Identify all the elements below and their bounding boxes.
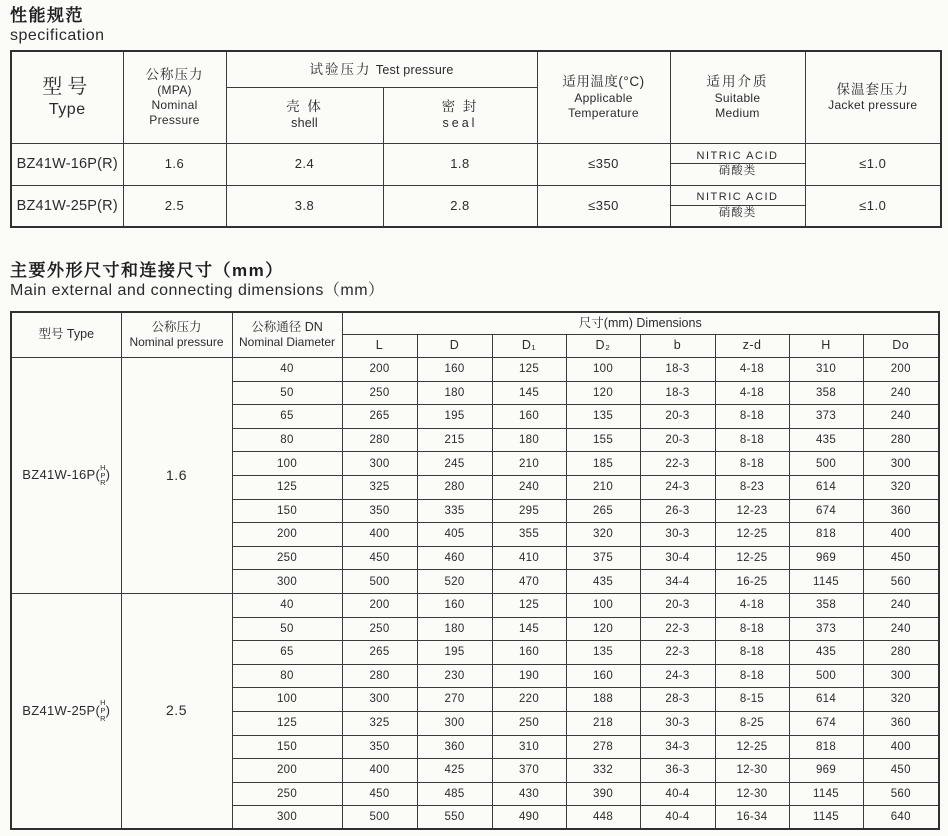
- dims-dn-cell: 65: [232, 641, 342, 665]
- dims-value-cell: 4-18: [715, 358, 789, 382]
- dims-value-cell: 280: [342, 428, 417, 452]
- dims-header-dimensions-group: 尺寸(mm) Dimensions: [342, 312, 939, 335]
- spec-cell-type: BZ41W-16P(R): [11, 143, 123, 185]
- dims-value-cell: 674: [789, 711, 863, 735]
- dims-value-cell: 278: [566, 735, 640, 759]
- dims-value-cell: 8-18: [715, 452, 789, 476]
- dims-value-cell: 240: [863, 405, 939, 429]
- dims-value-cell: 270: [417, 688, 492, 712]
- spec-header-temp-en2: Temperature: [568, 105, 639, 120]
- dims-value-cell: 210: [492, 452, 566, 476]
- dims-value-cell: 969: [789, 546, 863, 570]
- spec-header-temp-zh: 适用温度(°C): [562, 74, 645, 90]
- dims-value-cell: 240: [492, 476, 566, 500]
- dims-value-cell: 215: [417, 428, 492, 452]
- dims-value-cell: 22-3: [640, 617, 715, 641]
- dims-header-col-Do: Do: [863, 335, 939, 358]
- spec-header-np-unit: (MPA): [157, 83, 192, 98]
- spec-header-medium: [670, 51, 805, 143]
- dims-value-cell: 435: [789, 641, 863, 665]
- dims-value-cell: 26-3: [640, 499, 715, 523]
- dims-value-cell: 265: [342, 641, 417, 665]
- spec-header-seal: [383, 87, 537, 143]
- spec-header-medium-en1: Suitable: [714, 90, 761, 105]
- dims-value-cell: 818: [789, 523, 863, 547]
- dims-value-cell: 435: [566, 570, 640, 594]
- spec-header-np-zh: 公称压力: [145, 66, 204, 82]
- dims-value-cell: 34-4: [640, 570, 715, 594]
- dims-value-cell: 350: [342, 735, 417, 759]
- dims-value-cell: 320: [863, 476, 939, 500]
- spec-header-type-zh: 型号: [42, 76, 93, 99]
- dims-value-cell: 373: [789, 405, 863, 429]
- dims-value-cell: 818: [789, 735, 863, 759]
- spec-header-jacket: [805, 51, 941, 143]
- dims-header-col-H: H: [789, 335, 863, 358]
- dims-value-cell: 188: [566, 688, 640, 712]
- dims-value-cell: 135: [566, 641, 640, 665]
- dims-value-cell: 8-25: [715, 711, 789, 735]
- dims-dn-cell: 50: [232, 381, 342, 405]
- dims-value-cell: 120: [566, 617, 640, 641]
- dims-value-cell: 265: [566, 499, 640, 523]
- spec-header-type: [11, 51, 123, 143]
- dims-value-cell: 4-18: [715, 594, 789, 618]
- dims-dn-cell: 200: [232, 759, 342, 783]
- spec-cell-jacket: ≤1.0: [805, 143, 941, 185]
- dims-dn-cell: 100: [232, 452, 342, 476]
- dims-header-dn-zh: 公称通径 DN: [251, 319, 323, 334]
- dims-value-cell: 135: [566, 405, 640, 429]
- dims-value-cell: 160: [492, 405, 566, 429]
- dims-row: [11, 594, 939, 618]
- dims-dn-cell: 40: [232, 594, 342, 618]
- dims-header-dn: [232, 312, 342, 358]
- spec-header-test-en: Test pressure: [375, 62, 454, 77]
- dims-value-cell: 34-3: [640, 735, 715, 759]
- dims-value-cell: 448: [566, 806, 640, 830]
- dims-header-row-1: [11, 312, 939, 335]
- dims-value-cell: 195: [417, 641, 492, 665]
- dims-row: [11, 358, 939, 382]
- dims-value-cell: 180: [417, 381, 492, 405]
- dims-value-cell: 360: [417, 735, 492, 759]
- dims-value-cell: 430: [492, 782, 566, 806]
- dims-value-cell: 240: [863, 381, 939, 405]
- dims-value-cell: 560: [863, 570, 939, 594]
- spec-header-seal-en: seal: [442, 115, 478, 130]
- dims-value-cell: 485: [417, 782, 492, 806]
- dims-value-cell: 218: [566, 711, 640, 735]
- dims-value-cell: 24-3: [640, 664, 715, 688]
- dims-value-cell: 450: [342, 546, 417, 570]
- dims-header-dn-en: Nominal Diameter: [238, 335, 336, 350]
- dims-value-cell: 8-18: [715, 641, 789, 665]
- section2-title: [10, 262, 948, 299]
- dims-value-cell: 16-34: [715, 806, 789, 830]
- dims-value-cell: 240: [863, 617, 939, 641]
- dims-value-cell: 8-18: [715, 428, 789, 452]
- dims-value-cell: 12-25: [715, 735, 789, 759]
- dims-value-cell: 370: [492, 759, 566, 783]
- dims-header-np-en: Nominal pressure: [129, 335, 224, 350]
- dims-value-cell: 30-3: [640, 523, 715, 547]
- dims-dn-cell: 125: [232, 476, 342, 500]
- spec-header-jacket-zh: 保温套压力: [836, 81, 909, 97]
- dims-dn-cell: 150: [232, 499, 342, 523]
- dims-value-cell: 358: [789, 381, 863, 405]
- dims-value-cell: 490: [492, 806, 566, 830]
- spec-table: [10, 50, 942, 228]
- dims-value-cell: 120: [566, 381, 640, 405]
- spec-header-test-pressure: [226, 51, 537, 87]
- dims-value-cell: 195: [417, 405, 492, 429]
- dims-value-cell: 180: [492, 428, 566, 452]
- spec-header-seal-zh: 密 封: [441, 99, 479, 115]
- spec-header-nominal-pressure: [123, 51, 226, 143]
- dims-value-cell: 125: [492, 594, 566, 618]
- spec-cell-medium: [670, 185, 805, 227]
- dims-value-cell: 400: [342, 523, 417, 547]
- dims-value-cell: 155: [566, 428, 640, 452]
- dims-value-cell: 614: [789, 688, 863, 712]
- dims-value-cell: 8-18: [715, 664, 789, 688]
- dims-value-cell: 22-3: [640, 452, 715, 476]
- dims-value-cell: 500: [342, 806, 417, 830]
- dims-value-cell: 969: [789, 759, 863, 783]
- dims-value-cell: 500: [789, 452, 863, 476]
- dims-value-cell: 375: [566, 546, 640, 570]
- dims-dn-cell: 250: [232, 546, 342, 570]
- dims-value-cell: 335: [417, 499, 492, 523]
- dims-value-cell: 550: [417, 806, 492, 830]
- spec-header-temp-en1: Applicable: [574, 90, 633, 105]
- dims-value-cell: 240: [863, 594, 939, 618]
- spec-header-shell-zh: 壳 体: [286, 99, 323, 115]
- dims-value-cell: 400: [342, 759, 417, 783]
- spec-cell-temp: ≤350: [537, 143, 670, 185]
- dims-value-cell: 18-3: [640, 358, 715, 382]
- dimensions-table: [10, 311, 940, 831]
- dims-value-cell: 674: [789, 499, 863, 523]
- dims-value-cell: 360: [863, 711, 939, 735]
- dims-value-cell: 40-4: [640, 806, 715, 830]
- dims-value-cell: 12-25: [715, 523, 789, 547]
- dims-value-cell: 320: [566, 523, 640, 547]
- dims-value-cell: 350: [342, 499, 417, 523]
- dims-value-cell: 450: [342, 782, 417, 806]
- dims-value-cell: 1145: [789, 782, 863, 806]
- dims-value-cell: 160: [417, 358, 492, 382]
- dims-dn-cell: 300: [232, 570, 342, 594]
- dims-value-cell: 400: [863, 735, 939, 759]
- dims-value-cell: 145: [492, 617, 566, 641]
- section1-title: [10, 0, 948, 44]
- spec-cell-seal: 2.8: [383, 185, 537, 227]
- dims-dn-cell: 80: [232, 664, 342, 688]
- spec-cell-medium-en: NITRIC ACID: [671, 150, 805, 165]
- dims-value-cell: 450: [863, 546, 939, 570]
- dims-value-cell: 280: [417, 476, 492, 500]
- dims-dn-cell: 50: [232, 617, 342, 641]
- dims-value-cell: 160: [417, 594, 492, 618]
- spec-cell-np: 2.5: [123, 185, 226, 227]
- dims-value-cell: 200: [342, 358, 417, 382]
- spec-header-jacket-en: Jacket pressure: [828, 98, 918, 113]
- dims-dn-cell: 65: [232, 405, 342, 429]
- dims-value-cell: 40-4: [640, 782, 715, 806]
- spec-cell-temp: ≤350: [537, 185, 670, 227]
- dims-nominal-pressure-cell: 2.5: [121, 594, 232, 830]
- dims-nominal-pressure-cell: 1.6: [121, 358, 232, 594]
- dims-value-cell: 400: [863, 523, 939, 547]
- spec-cell-shell: 2.4: [226, 143, 383, 185]
- dims-value-cell: 614: [789, 476, 863, 500]
- dims-dn-cell: 150: [232, 735, 342, 759]
- dims-header-col-b: b: [640, 335, 715, 358]
- spec-header-np-en1: Nominal: [151, 98, 198, 113]
- dims-value-cell: 200: [342, 594, 417, 618]
- dims-value-cell: 332: [566, 759, 640, 783]
- dims-value-cell: 300: [417, 711, 492, 735]
- dims-header-col-D: D: [417, 335, 492, 358]
- spec-cell-type: BZ41W-25P(R): [11, 185, 123, 227]
- dims-value-cell: 295: [492, 499, 566, 523]
- dims-value-cell: 245: [417, 452, 492, 476]
- dims-value-cell: 250: [492, 711, 566, 735]
- dims-value-cell: 300: [863, 452, 939, 476]
- dims-type-cell: BZ41W-25P( H P R ): [11, 594, 121, 830]
- dims-dn-cell: 100: [232, 688, 342, 712]
- spec-cell-medium-zh: 硝酸类: [718, 165, 757, 178]
- spec-cell-jacket: ≤1.0: [805, 185, 941, 227]
- dims-value-cell: 640: [863, 806, 939, 830]
- dims-header-col-D2: D₂: [566, 335, 640, 358]
- section1-title-en: specification: [10, 26, 105, 44]
- dims-tbody: [11, 358, 939, 830]
- dims-value-cell: 560: [863, 782, 939, 806]
- dims-value-cell: 30-3: [640, 711, 715, 735]
- dims-value-cell: 16-25: [715, 570, 789, 594]
- dims-value-cell: 180: [417, 617, 492, 641]
- dims-value-cell: 410: [492, 546, 566, 570]
- spec-cell-np: 1.6: [123, 143, 226, 185]
- dims-value-cell: 20-3: [640, 428, 715, 452]
- dims-value-cell: 1145: [789, 806, 863, 830]
- dims-value-cell: 30-4: [640, 546, 715, 570]
- dims-value-cell: 125: [492, 358, 566, 382]
- dims-value-cell: 358: [789, 594, 863, 618]
- spec-header-shell-en: shell: [291, 115, 318, 130]
- dims-value-cell: 250: [342, 617, 417, 641]
- dims-value-cell: 470: [492, 570, 566, 594]
- dims-value-cell: 300: [863, 664, 939, 688]
- dims-value-cell: 8-23: [715, 476, 789, 500]
- spec-cell-medium-en: NITRIC ACID: [671, 191, 805, 206]
- dims-header-nominal-pressure: [121, 312, 232, 358]
- dims-value-cell: 100: [566, 358, 640, 382]
- section2-title-zh: 主要外形尺寸和连接尺寸（mm）: [10, 261, 284, 281]
- dims-value-cell: 250: [342, 381, 417, 405]
- dims-dn-cell: 40: [232, 358, 342, 382]
- dims-value-cell: 20-3: [640, 405, 715, 429]
- dims-value-cell: 24-3: [640, 476, 715, 500]
- dims-value-cell: 190: [492, 664, 566, 688]
- dims-value-cell: 28-3: [640, 688, 715, 712]
- dims-value-cell: 500: [789, 664, 863, 688]
- dims-value-cell: 325: [342, 476, 417, 500]
- spec-cell-medium-zh: 硝酸类: [718, 207, 757, 220]
- dims-dn-cell: 80: [232, 428, 342, 452]
- dims-value-cell: 265: [342, 405, 417, 429]
- dims-dn-cell: 250: [232, 782, 342, 806]
- dims-value-cell: 520: [417, 570, 492, 594]
- dims-value-cell: 230: [417, 664, 492, 688]
- dims-value-cell: 310: [492, 735, 566, 759]
- dims-value-cell: 360: [863, 499, 939, 523]
- dims-value-cell: 425: [417, 759, 492, 783]
- dims-value-cell: 460: [417, 546, 492, 570]
- dims-header-col-L: L: [342, 335, 417, 358]
- dims-value-cell: 12-30: [715, 782, 789, 806]
- dims-value-cell: 12-25: [715, 546, 789, 570]
- spec-header-np-en2: Pressure: [149, 113, 200, 128]
- dims-value-cell: 405: [417, 523, 492, 547]
- dims-value-cell: 280: [863, 641, 939, 665]
- dims-value-cell: 310: [789, 358, 863, 382]
- dims-value-cell: 435: [789, 428, 863, 452]
- dims-value-cell: 8-18: [715, 617, 789, 641]
- spec-header-row-1: [11, 51, 941, 87]
- dims-value-cell: 280: [342, 664, 417, 688]
- dims-value-cell: 1145: [789, 570, 863, 594]
- section2-title-en: Main external and connecting dimensions（mm）: [10, 281, 385, 299]
- spec-row-bz41w-16p: [11, 143, 941, 185]
- spec-header-temperature: [537, 51, 670, 143]
- spec-cell-medium: [670, 143, 805, 185]
- dims-value-cell: 160: [566, 664, 640, 688]
- dims-header-col-zd: z-d: [715, 335, 789, 358]
- dims-value-cell: 18-3: [640, 381, 715, 405]
- dims-value-cell: 145: [492, 381, 566, 405]
- dims-value-cell: 20-3: [640, 594, 715, 618]
- dims-value-cell: 220: [492, 688, 566, 712]
- dims-value-cell: 280: [863, 428, 939, 452]
- spec-header-type-en: Type: [48, 101, 86, 119]
- dims-value-cell: 373: [789, 617, 863, 641]
- dims-value-cell: 12-23: [715, 499, 789, 523]
- dims-value-cell: 300: [342, 452, 417, 476]
- dims-value-cell: 500: [342, 570, 417, 594]
- dims-dn-cell: 300: [232, 806, 342, 830]
- spec-header-medium-en2: Medium: [715, 105, 760, 120]
- spec-row-bz41w-25p: [11, 185, 941, 227]
- dims-value-cell: 390: [566, 782, 640, 806]
- dims-value-cell: 12-30: [715, 759, 789, 783]
- dims-dn-cell: 200: [232, 523, 342, 547]
- spec-header-shell: [226, 87, 383, 143]
- dims-header-type: 型号 Type: [11, 312, 121, 358]
- dims-value-cell: 4-18: [715, 381, 789, 405]
- spec-header-test-zh: 试验压力: [309, 61, 372, 77]
- dims-value-cell: 8-15: [715, 688, 789, 712]
- spec-cell-shell: 3.8: [226, 185, 383, 227]
- dims-header-np-zh: 公称压力: [151, 319, 202, 334]
- dims-value-cell: 36-3: [640, 759, 715, 783]
- dims-header-col-D1: D₁: [492, 335, 566, 358]
- dims-value-cell: 100: [566, 594, 640, 618]
- dims-value-cell: 22-3: [640, 641, 715, 665]
- dims-type-cell: BZ41W-16P( H P R ): [11, 358, 121, 594]
- section1-title-zh: 性能规范: [10, 6, 84, 25]
- dims-value-cell: 320: [863, 688, 939, 712]
- dims-dn-cell: 125: [232, 711, 342, 735]
- dims-value-cell: 160: [492, 641, 566, 665]
- dims-value-cell: 200: [863, 358, 939, 382]
- spec-cell-seal: 1.8: [383, 143, 537, 185]
- dims-value-cell: 8-18: [715, 405, 789, 429]
- spec-header-medium-zh: 适用介质: [706, 74, 769, 90]
- dims-value-cell: 450: [863, 759, 939, 783]
- dims-value-cell: 210: [566, 476, 640, 500]
- dims-value-cell: 355: [492, 523, 566, 547]
- dims-value-cell: 300: [342, 688, 417, 712]
- dims-value-cell: 325: [342, 711, 417, 735]
- dims-value-cell: 185: [566, 452, 640, 476]
